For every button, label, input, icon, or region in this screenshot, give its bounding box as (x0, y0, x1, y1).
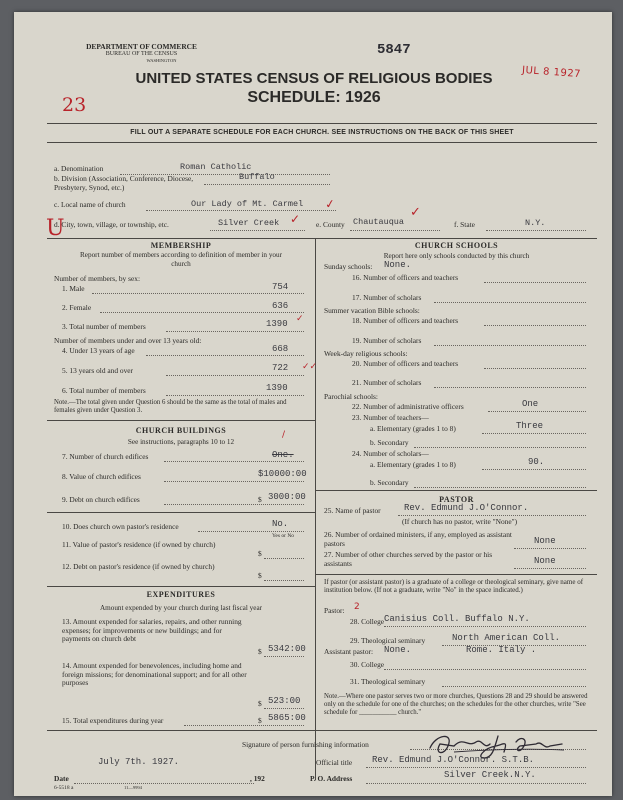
denomination-value: Roman Catholic (180, 162, 252, 172)
date-value: July 7th. 1927. (98, 757, 180, 767)
benevolence-expenses: 523:00 (268, 696, 301, 706)
official-title-value: Rev. Edmund J.O'Connor. S.T.B. (372, 755, 535, 765)
local-name-value: Our Lady of Mt. Carmel (191, 199, 304, 209)
owns-residence-value: No. (272, 519, 289, 529)
pastor-seminary-value: North American Coll. (452, 633, 561, 643)
buildings-instruction: See instructions, paragraphs 10 to 12 (127, 438, 235, 446)
elementary-scholars-value: 90. (528, 457, 545, 467)
sunday-schools-value: None. (384, 260, 412, 270)
edifices-debt: 3000:00 (268, 492, 306, 502)
schedule-number: 5847 (377, 42, 411, 58)
city-value: Silver Creek (218, 218, 280, 228)
membership-note: Note.—The total given under Question 6 should be the same as the total of males and females given under Question 3. (54, 399, 287, 414)
running-expenses: 5342:00 (268, 644, 306, 654)
schools-heading: CHURCH SCHOOLS (414, 241, 499, 250)
seminary-location: Rome. Italy . (466, 645, 537, 655)
edifices-count: One. (272, 450, 294, 460)
pastor-heading: PASTOR (439, 495, 474, 504)
edifices-value: $10000:00 (258, 469, 307, 479)
instruction-banner: FILL OUT A SEPARATE SCHEDULE FOR EACH CHURCH. SEE INSTRUCTIONS ON THE BACK OF THIS SHEET (130, 129, 514, 136)
department-name: DEPARTMENT OF COMMERCE (86, 42, 197, 51)
city-name: WASHINGTON (146, 58, 177, 63)
county-label: e. County (316, 220, 345, 229)
assistant-ministers-value: None (534, 536, 556, 546)
under-13-count: 668 (272, 344, 289, 354)
other-churches-value: None (534, 556, 556, 566)
assistant-pastor-value: None. (384, 645, 412, 655)
handwritten-number: 23 (62, 94, 87, 116)
bureau-name: BUREAU OF THE CENSUS (105, 51, 178, 57)
local-name-label: c. Local name of church (54, 200, 126, 209)
margin-mark: U (46, 216, 65, 241)
total-members-q3: 1390 (266, 319, 288, 329)
signature-label: Signature of person furnishing information (242, 740, 369, 749)
over-13-count: 722 (272, 363, 289, 373)
pastor-name-value: Rev. Edmund J.O'Connor. (404, 503, 529, 513)
pastor-note: Note.—Where one pastor serves two or more churches, Questions 28 and 29 should be answered only on the schedule for one of the churches; on the schedules for the other churches, write "See schedule for ___________ church." (324, 693, 588, 716)
total-members-q6: 1390 (266, 383, 288, 393)
form-title: UNITED STATES CENSUS OF RELIGIOUS BODIES (135, 70, 493, 87)
state-label: f. State (454, 220, 475, 229)
elementary-teachers-value: Three (516, 421, 544, 431)
membership-heading: MEMBERSHIP (150, 241, 212, 250)
female-count: 636 (272, 301, 289, 311)
census-schedule-sheet: DEPARTMENT OF COMMERCE BUREAU OF THE CENSUS WASHINGTON 5847 JUL 8 1927 23 UNITED STATES CENSUS OF RELIGIOUS BODIES SCHEDULE: 1926 FILL OUT A SEPARATE SCHEDULE FOR EACH CHURCH. SEE INSTRUCTIONS ON THE BACK OF THIS SHEET a. Denomination Roman Catholic b. Division (Association, Conference, Diocese, Presbytery, Synod, etc.) Buffalo c. Local name of church Our Lady of Mt. Carmel ✓ U d. City, town, village, or township, etc. Silver Creek ✓ e. County Chautauqua ✓ f. State N.Y. MEMBERSHIP Report number of members according to definition of member in your church Number of members, by sex: 1. Male 754 2. Female 636 3. Total number of members 1390 ✓ Number of members under and over 13 years old: 4. Under 13 years of age 668 5. 13 years old and over 722 ✓✓ 6. Total number of members 1390 Note.—The total given under Question 6 should be the same as the total of males and females given under Question 3. CHURCH BUILDINGS See instructions, paragraphs 10 to 12 / 7. Number of church edifices One. 8. Value of church edifices $10000:00 9. Debt on church edifices $ 3000:00 10. Does church own pastor's residence No. Yes or No 11. Value of pastor's residence (if owned by church) $ 12. Debt on pastor's residence (if owned by church) $ EXPENDITURES Amount expended by your church during last fiscal year 13. Amount expended for salaries, repairs, and other running expenses; for improvements or new buildings; and for payments on church debt $ 5342:00 14. Amount expended for benevolences, including home and foreign missions; for denominational support; and for all other purposes $ 523:00 15. Total expenditures during year $ 5865:00 CHURCH SCHOOLS Report here only schools conducted by this church Sunday schools: None. 16. Number of officers and teachers 17. Number of scholars Summer vacation Bible schools: 18. Number of officers and teachers 19. Number of scholars Week-day religious schools: 20. Number of officers and teachers 21. Number of scholars Parochial schools: 22. Number of administrative officers One 23. Number of teachers— a. Elementary (grades 1 to 8) Three b. Secondary 24. Number of scholars— a. Elementary (grades 1 to 8) 90. b. Secondary PASTOR 25. Name of pastor Rev. Edmund J.O'Connor. (If church has no pastor, write "None") 26. Number of ordained ministers, if any, employed as assistant pastors None 27. Number of other churches served by the pastor or his assistants None If pastor (or assistant pastor) is a graduate of a college or theological seminary, give name of institution below. (If not a graduate, write "No" in the space indicated.) Pastor: 2 28. College Canisius Coll. Buffalo N.Y. 29. Theological seminary North American Coll. Assistant pastor: None. Rome. Italy . 30. College 31. Theological seminary Note.—Where one pastor serves two or more churches, Questions 28 and 29 should be answered only on the schedule for one of the churches; on the schedules for the other churches, write "See schedule for ___________ church." Signature of person furnishing information July 7th. 1927. Official title Rev. Edmund J.O'Connor. S.T.B. Date , 192 P. O. Address Silver Creek.N.Y. 6-5518 a 11—9994 (14, 12, 612, 796)
form-subtitle: SCHEDULE: 1926 (247, 89, 381, 106)
county-value: Chautauqua (353, 217, 405, 227)
schools-instruction: Report here only schools conducted by this church (383, 252, 530, 260)
membership-instruction: Report number of members according to definition of member in your church (80, 251, 282, 268)
received-date-stamp: JUL 8 1927 (521, 64, 582, 81)
division-label: b. Division (Association, Conference, Diocese, Presbytery, Synod, etc.) (54, 174, 194, 192)
admin-officers-value: One (522, 399, 539, 409)
total-expenditures: 5865:00 (268, 713, 306, 723)
state-value: N.Y. (525, 218, 546, 228)
college-instruction: If pastor (or assistant pastor) is a graduate of a college or theological seminary, give name of institution below. (If not a graduate, write "No" in the space indicated.) (324, 578, 584, 594)
male-count: 754 (272, 282, 289, 292)
denomination-label: a. Denomination (54, 164, 104, 173)
city-label: d. City, town, village, or township, etc. (54, 220, 169, 229)
expenditures-instruction: Amount expended by your church during last fiscal year (99, 604, 263, 612)
po-address-value: Silver Creek.N.Y. (444, 770, 536, 780)
pastor-college-value: Canisius Coll. Buffalo N.Y. (384, 614, 530, 624)
buildings-heading: CHURCH BUILDINGS (135, 426, 227, 435)
expenditures-heading: EXPENDITURES (146, 590, 216, 599)
division-value: Buffalo (239, 172, 275, 182)
